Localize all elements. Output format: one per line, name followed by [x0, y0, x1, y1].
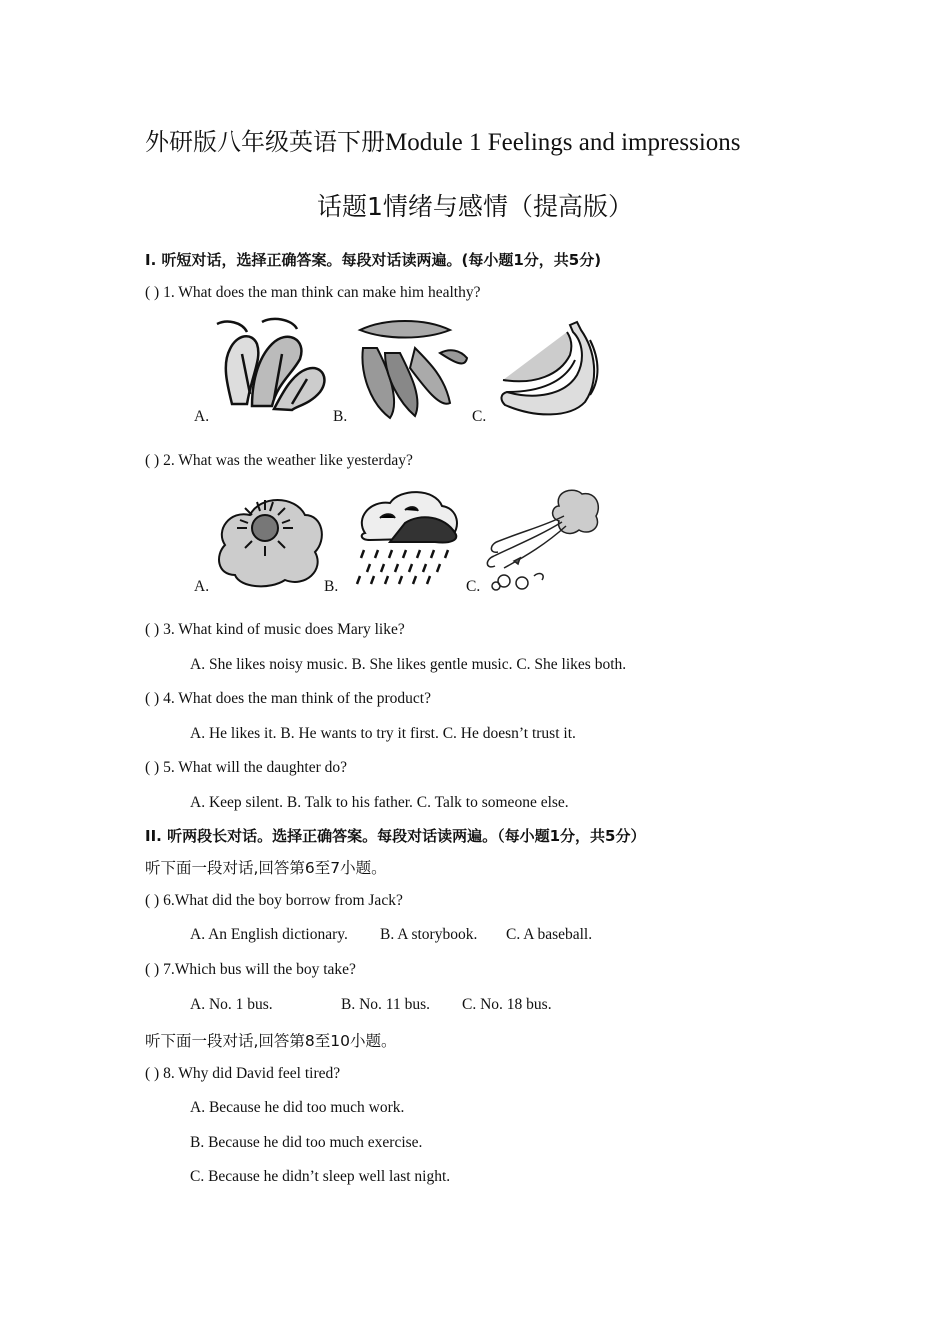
- q1-label-b: B.: [333, 408, 348, 425]
- bananas-image: [495, 320, 605, 418]
- sun-cloud-image: [215, 490, 327, 588]
- q1-label-c: C.: [472, 408, 487, 425]
- q2-label-c: C.: [466, 578, 481, 595]
- question-7-option-a: A. No. 1 bus.: [190, 996, 273, 1013]
- question-3: ( ) 3. What kind of music does Mary like?: [145, 621, 405, 638]
- question-7-option-b: B. No. 11 bus.: [341, 996, 430, 1013]
- title-en: Module 1 Feelings and impressions: [385, 129, 741, 156]
- q1-label-a: A.: [194, 408, 210, 425]
- question-8: ( ) 8. Why did David feel tired?: [145, 1065, 341, 1082]
- rain-image: [350, 488, 462, 588]
- page-subtitle: 话题1情绪与感情（提高版）: [317, 192, 633, 221]
- section-2-intro-2: 听下面一段对话,回答第8至10小题。: [145, 1032, 397, 1050]
- question-8-option-a: A. Because he did too much work.: [190, 1099, 405, 1116]
- question-6-option-a: A. An English dictionary.: [190, 926, 348, 943]
- wind-image: [484, 486, 604, 592]
- question-1: ( ) 1. What does the man think can make him healthy?: [145, 284, 481, 301]
- section-2-intro-1: 听下面一段对话,回答第6至7小题。: [145, 859, 387, 877]
- q2-label-a: A.: [194, 578, 210, 595]
- question-7-option-c: C. No. 18 bus.: [462, 996, 552, 1013]
- question-7: ( ) 7.Which bus will the boy take?: [145, 961, 356, 978]
- question-8-option-c: C. Because he didn’t sleep well last night.: [190, 1168, 451, 1185]
- question-4-options: A. He likes it. B. He wants to try it first. C. He doesn’t trust it.: [190, 725, 576, 742]
- question-2: ( ) 2. What was the weather like yesterday?: [145, 452, 413, 469]
- question-6-option-b: B. A storybook.: [380, 926, 478, 943]
- question-5-options: A. Keep silent. B. Talk to his father. C. Talk to someone else.: [190, 794, 569, 811]
- vegetable-image: [212, 314, 332, 414]
- section-1-heading: I. 听短对话，选择正确答案。每段对话读两遍。(每小题1分，共5分): [145, 251, 602, 269]
- beans-image: [355, 318, 470, 420]
- section-2-heading: II. 听两段长对话。选择正确答案。每段对话读两遍。（每小题1分，共5分）: [145, 827, 646, 845]
- question-8-option-b: B. Because he did too much exercise.: [190, 1134, 423, 1151]
- question-5: ( ) 5. What will the daughter do?: [145, 759, 348, 776]
- question-4: ( ) 4. What does the man think of the product?: [145, 690, 431, 707]
- title-cn: 外研版八年级英语下册: [145, 128, 385, 156]
- q2-label-b: B.: [324, 578, 339, 595]
- question-3-options: A. She likes noisy music. B. She likes gentle music. C. She likes both.: [190, 656, 627, 673]
- question-6-option-c: C. A baseball.: [506, 926, 593, 943]
- page-title: [145, 122, 741, 157]
- question-6: ( ) 6.What did the boy borrow from Jack?: [145, 892, 403, 909]
